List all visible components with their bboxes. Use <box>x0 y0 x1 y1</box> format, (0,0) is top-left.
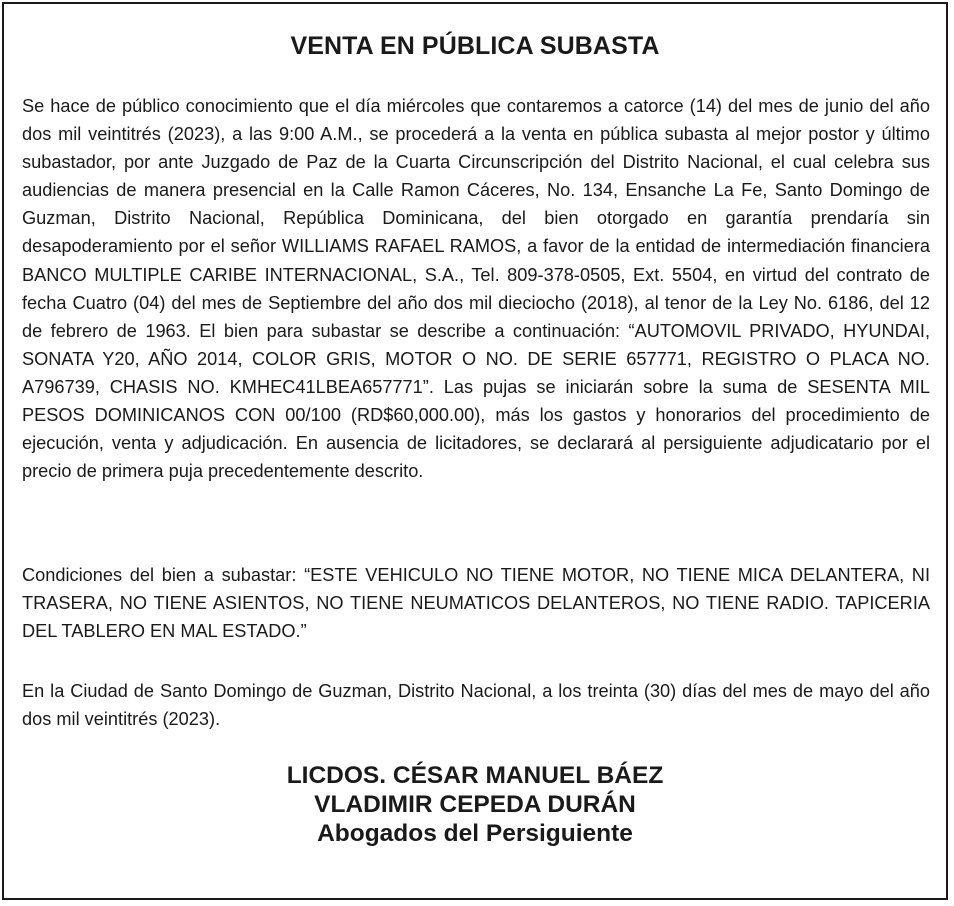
date-place-paragraph: En la Ciudad de Santo Domingo de Guzman, Distrito Nacional, a los treinta (30) días del mes de mayo del año dos mil veintitrés (2023). <box>22 681 930 730</box>
notice-title: VENTA EN PÚBLICA SUBASTA <box>290 32 660 60</box>
signature-lawyer-2: VLADIMIR CEPEDA DURÁN <box>314 791 636 818</box>
public-auction-notice <box>2 2 948 900</box>
auction-details-paragraph: Se hace de público conocimiento que el día miércoles que contaremos a catorce (14) del mes de junio del año dos mil veintitrés (2023), a las 9:00 A.M., se procederá a la venta en pública subasta al mejor postor y último subastador, por ante Juzgado de Paz de la Cuarta Circunscripción del Distrito Nacional, el cual celebra sus audiencias de manera presencial en la Calle Ramon Cáceres, No. 134, Ensanche La Fe, Santo Domingo de Guzman, Distrito Nacional, República Dominicana, del bien otorgado en garantía prendaría sin desapoderamiento por el señor WILLIAMS RAFAEL RAMOS, a favor de la entidad de intermediación financiera BANCO MULTIPLE CARIBE INTERNACIONAL, S.A., Tel. 809-378-0505, Ext. 5504, en virtud del contrato de fecha Cuatro (04) del mes de Septiembre del año dos mil dieciocho (2018), al tenor de la Ley No. 6186, del 12 de febrero de 1963. El bien para subastar se describe a continuación: “AUTOMOVIL PRIVADO, HYUNDAI, SONATA Y20, AÑO 2014, COLOR GRIS, MOTOR O NO. DE SERIE 657771, REGISTRO O PLACA NO. A796739, CHASIS NO. KMHEC41LBEA657771”. Las pujas se iniciarán sobre la suma de SESENTA MIL PESOS DOMINICANOS CON 00/100 (RD$60,000.00), más los gastos y honorarios del procedimiento de ejecución, venta y adjudicación. En ausencia de licitadores, se declarará al persiguiente adjudicatario por el precio de primera puja precedentemente descrito. <box>22 96 930 482</box>
signature-role: Abogados del Persiguiente <box>317 820 633 847</box>
vehicle-conditions-paragraph: Condiciones del bien a subastar: “ESTE VEHICULO NO TIENE MOTOR, NO TIENE MICA DELANTERA, NI TRASERA, NO TIENE ASIENTOS, NO TIENE NEUMATICOS DELANTEROS, NO TIENE RADIO. TAPICERIA DEL TABLERO EN MAL ESTADO.” <box>22 565 930 642</box>
signature-lawyer-1: LICDOS. CÉSAR MANUEL BÁEZ <box>286 762 664 789</box>
